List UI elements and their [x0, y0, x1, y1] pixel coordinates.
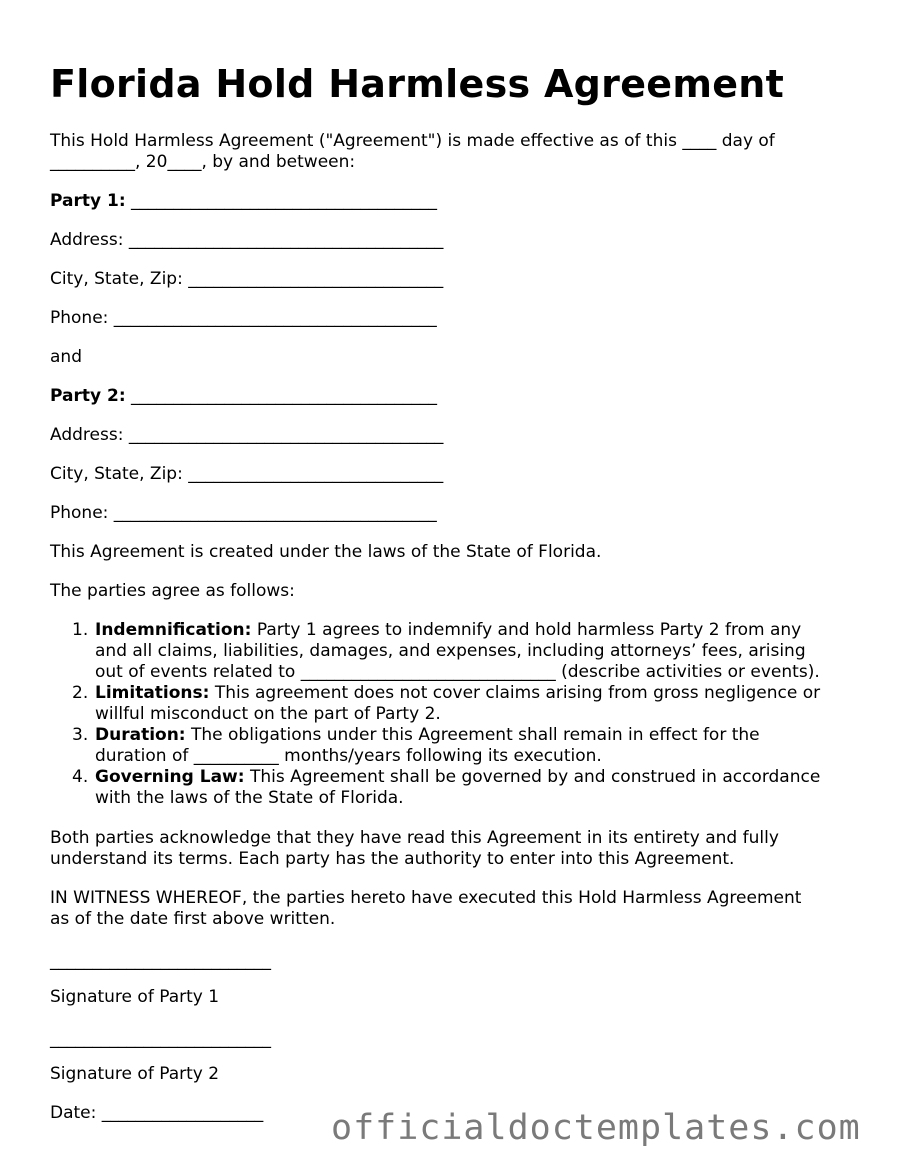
watermark-text: officialdoctemplates.com: [331, 1108, 861, 1148]
term-item-limitations: [50, 683, 820, 725]
acknowledge-line-1: Both parties acknowledge that they have read this Agreement in its entirety and fully: [50, 828, 779, 848]
term-heading: Limitations:: [95, 683, 210, 703]
term-text: willful misconduct on the part of Party 2.: [95, 704, 441, 724]
party2-label: Party 2:: [50, 386, 126, 406]
and-text: and: [50, 347, 82, 367]
term-text: This agreement does not cover claims arising from gross negligence or: [209, 683, 821, 703]
party1-city-state-zip: City, State, Zip: ______________________________: [50, 269, 444, 289]
party1-address: Address: _____________________________________: [50, 230, 444, 250]
witness-line-1: IN WITNESS WHEREOF, the parties hereto have executed this Hold Harmless Agreement: [50, 888, 802, 908]
date-line: Date: ___________________: [50, 1103, 264, 1123]
term-text: and all claims, liabilities, damages, and expenses, including attorneys’ fees, arising: [95, 641, 806, 661]
document-title: Florida Hold Harmless Agreement: [50, 62, 785, 106]
term-text: The obligations under this Agreement shall remain in effect for the: [185, 725, 760, 745]
party2-address: Address: _____________________________________: [50, 425, 444, 445]
party1-name-line: [50, 191, 437, 212]
party1-label: Party 1:: [50, 191, 126, 211]
party1-phone: Phone: ______________________________________: [50, 308, 437, 328]
term-item-governing-law: [50, 767, 820, 809]
term-number: 3.: [72, 725, 89, 745]
intro-line-1: This Hold Harmless Agreement ("Agreement") is made effective as of this ____ day of: [50, 131, 775, 151]
party2-name-line: [50, 386, 437, 407]
term-text: duration of __________ months/years following its execution.: [95, 746, 602, 766]
signature-label-party2: Signature of Party 2: [50, 1064, 220, 1084]
signature-line-party2: __________________________: [50, 1029, 271, 1049]
intro-line-2: __________, 20____, by and between:: [50, 152, 356, 172]
term-text: with the laws of the State of Florida.: [95, 788, 404, 808]
term-number: 4.: [72, 767, 89, 787]
party2-city-state-zip: City, State, Zip: ______________________________: [50, 464, 444, 484]
law-statement: This Agreement is created under the laws of the State of Florida.: [50, 542, 602, 562]
acknowledge-line-2: understand its terms. Each party has the authority to enter into this Agreement.: [50, 849, 735, 869]
term-heading: Indemnification:: [95, 620, 252, 640]
term-item-indemnification: [50, 620, 820, 683]
term-text: out of events related to ______________________________ (describe activities or events).: [95, 662, 820, 682]
agree-intro: The parties agree as follows:: [50, 581, 295, 601]
witness-line-2: as of the date first above written.: [50, 909, 336, 929]
party1-name-blank: ____________________________________: [125, 191, 438, 211]
signature-label-party1: Signature of Party 1: [50, 987, 220, 1007]
term-text: This Agreement shall be governed by and construed in accordance: [244, 767, 821, 787]
signature-line-party1: __________________________: [50, 951, 271, 971]
term-heading: Governing Law:: [95, 767, 245, 787]
party2-phone: Phone: ______________________________________: [50, 503, 437, 523]
term-number: 1.: [72, 620, 89, 640]
term-number: 2.: [72, 683, 89, 703]
term-text: Party 1 agrees to indemnify and hold harmless Party 2 from any: [251, 620, 802, 640]
terms-list: [50, 620, 820, 809]
term-item-duration: [50, 725, 820, 767]
term-heading: Duration:: [95, 725, 186, 745]
party2-name-blank: ____________________________________: [125, 386, 438, 406]
